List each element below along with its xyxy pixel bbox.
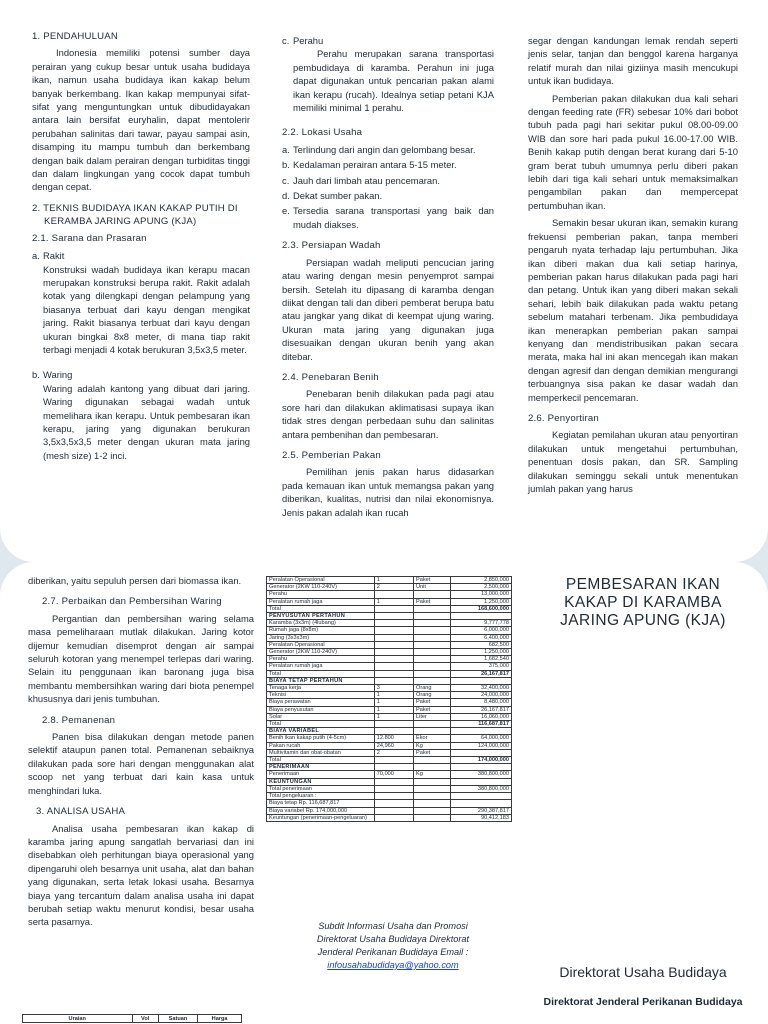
table-cell xyxy=(450,800,511,807)
top-column-3 xyxy=(528,34,738,499)
table-cell xyxy=(413,764,450,771)
table-cell: Paket xyxy=(413,598,450,605)
table-cell: Peralatan Operasional xyxy=(267,641,375,648)
pendahuluan-paragraph: Indonesia memiliki potensi sumber daya perairan yang cukup besar untuk usaha budidaya ikan, namun usaha budidaya ikan kakap belum banyak berkembang. Ikan kakap mempunyai sifat-sifat yang menguntungkan untuk dibudidayakan antara lain bersifat euryhalin, dapat mentolerir perubahan salinitas dari tawar, payau sampai asin, disamping itu mampu tumbuh dan berkembang dengan baik dalam perairan dengan turbiditas tinggi dan dalam lingkungan yang cocok dapat tumbuh dengan cepat. xyxy=(32,47,250,193)
table-cell xyxy=(413,800,450,807)
table-cell: 8,480,000 xyxy=(450,699,511,706)
table-row xyxy=(267,706,512,713)
table-row xyxy=(267,785,512,792)
lokasi-item-letter: a. xyxy=(282,143,290,155)
table-row xyxy=(267,721,512,728)
top-column-1 xyxy=(32,30,250,468)
table-cell: 1 xyxy=(374,598,413,605)
table-cell: 168,600,000 xyxy=(450,605,511,612)
table-cell: 1 xyxy=(374,577,413,584)
cost-table-header xyxy=(22,1014,242,1023)
table-cell: Generator (2KW 110-240V) xyxy=(267,584,375,591)
table-cell: 2,850,000 xyxy=(450,577,511,584)
table-cell xyxy=(413,807,450,814)
table-row xyxy=(267,814,512,821)
table-row xyxy=(267,677,512,684)
table-cell: Pakan rucah xyxy=(267,742,375,749)
table-cell xyxy=(413,670,450,677)
table-cell: 9,777,778 xyxy=(450,620,511,627)
table-row xyxy=(267,584,512,591)
table-row xyxy=(267,728,512,735)
table-row xyxy=(267,692,512,699)
table-cell: Karamba (3x3m) (4lubang) xyxy=(267,620,375,627)
table-cell: 32,400,000 xyxy=(450,685,511,692)
table-cell: Liter xyxy=(413,713,450,720)
table-cell xyxy=(374,627,413,634)
table-row xyxy=(267,613,512,620)
table-cell: 682,500 xyxy=(450,641,511,648)
lokasi-item-letter: e. xyxy=(282,205,290,217)
table-cell xyxy=(374,757,413,764)
table-cell xyxy=(374,663,413,670)
table-cell xyxy=(413,591,450,598)
table-cell: 6,400,000 xyxy=(450,634,511,641)
table-cell: 380,800,000 xyxy=(450,771,511,778)
table-cell: 375,000 xyxy=(450,663,511,670)
table-cell: Paket xyxy=(413,706,450,713)
table-cell: 290,387,817 xyxy=(450,807,511,814)
feeding-rate-paragraph: Pemberian pakan dilakukan dua kali sehari dengan feeding rate (FR) sebesar 10% dari bobot tubuh pada pagi hari sekitar pukul 08.00-09.00 WIB dan sore hari pada pukul 16.00-17.00 WIB. Benih kakap putih dengan berat kurang dari 5-10 gram berat tubuh umumnya perlu diberi pakan lebih dari tiga kali sehari untuk memaksimalkan pengambilan pakan dan mempercepat pertumbuhan ikan. xyxy=(528,92,738,211)
table-row xyxy=(267,713,512,720)
table-cell xyxy=(374,721,413,728)
heading-penebaran-benih: 2.4. Penebaran Benih xyxy=(282,371,379,383)
table-row xyxy=(267,620,512,627)
table-cell: 1 xyxy=(374,706,413,713)
lokasi-item xyxy=(282,189,494,202)
table-cell xyxy=(450,677,511,684)
item-perahu xyxy=(282,34,494,118)
table-row xyxy=(267,641,512,648)
lokasi-item xyxy=(282,204,494,231)
table-row xyxy=(267,663,512,670)
cost-analysis-table xyxy=(266,576,512,822)
table-row xyxy=(267,598,512,605)
table-cell xyxy=(413,793,450,800)
table-row xyxy=(267,735,512,742)
item-rakit xyxy=(32,249,250,360)
table-cell: 3 xyxy=(374,685,413,692)
table-row xyxy=(267,800,512,807)
table-cell: Paket xyxy=(413,749,450,756)
table-cell xyxy=(413,641,450,648)
penyortiran-paragraph: Kegiatan pemilahan ukuran atau penyortiran dilakukan untuk mengetahui pertumbuhan, penentuan dosis pakan, dan SR. Sampling dilakukan seminggu sekali untuk menentukan jumlah pakan yang harus xyxy=(528,429,738,494)
table-cell: 64,000,000 xyxy=(450,735,511,742)
heading-lokasi-usaha: 2.2. Lokasi Usaha xyxy=(282,127,363,139)
table-cell: 116,687,817 xyxy=(450,721,511,728)
lokasi-item-text: Terlindung dari angin dan gelombang besar. xyxy=(293,143,476,155)
pemberian-pakan-paragraph: Pemilihan jenis pakan harus didasarkan pada kemauan ikan untuk memangsa pakan yang diberikan, kualitas, nutrisi dan nilai ekonomisnya. Jenis pakan adalah ikan rucah xyxy=(282,466,494,518)
table-cell: Kg xyxy=(413,742,450,749)
table-cell: 1,682,540 xyxy=(450,656,511,663)
contact-line-1: Subdit Informasi Usaha dan Promosi xyxy=(318,921,468,931)
cost-analysis-table-wrapper xyxy=(266,576,512,822)
table-cell: Total xyxy=(267,721,375,728)
table-cell: Unit xyxy=(413,584,450,591)
table-cell: BIAYA VARIABEL xyxy=(267,728,375,735)
item-perahu-title: Perahu xyxy=(293,35,324,46)
table-cell xyxy=(450,764,511,771)
item-waring-text: Waring adalah kantong yang dibuat dari jaring. Waring digunakan sebagai wadah untuk memelihara ikan kerapu. Untuk pembesaran ikan kerapu, jaring yang digunakan berukuran 3,5x3,5x3,5 meter dengan ukuran mata jaring (mesh size) 1-2 inci. xyxy=(43,382,250,461)
item-perahu-letter: c. xyxy=(282,35,290,46)
penebaran-benih-paragraph: Penebaran benih dilakukan pada pagi atau sore hari dan dilakukan aklimatisasi supaya ikan tidak stres dengan perbedaan suhu dan salinitas antara pembenihan dan pembesaran. xyxy=(282,388,494,440)
table-cell xyxy=(450,793,511,800)
table-cell: Teknisi xyxy=(267,692,375,699)
lokasi-item-text: Kedalaman perairan antara 5-15 meter. xyxy=(293,159,457,171)
table-row xyxy=(267,605,512,612)
table-cell: Rumah jaga (8x8m) xyxy=(267,627,375,634)
table-cell xyxy=(413,728,450,735)
table-cell: KEUNTUNGAN xyxy=(267,778,375,785)
lokasi-list xyxy=(282,143,494,231)
lokasi-item-text: Dekat sumber pakan. xyxy=(293,190,383,202)
table-cell: 16,060,000 xyxy=(450,713,511,720)
table-header-cell: Satuan xyxy=(158,1015,197,1023)
lokasi-item-text: Tersedia sarana transportasi yang baik dan mudah diakses. xyxy=(293,205,494,230)
heading-analisa-usaha: 3. ANALISA USAHA xyxy=(36,806,126,818)
table-cell xyxy=(374,778,413,785)
table-cell: Total pengeluaran : xyxy=(267,793,375,800)
table-row xyxy=(267,699,512,706)
table-cell: PENYUSUTAN PERTAHUN xyxy=(267,613,375,620)
table-cell xyxy=(450,749,511,756)
table-row xyxy=(267,742,512,749)
table-cell: Total xyxy=(267,605,375,612)
table-cell xyxy=(374,677,413,684)
table-cell: BIAYA TETAP PERTAHUN xyxy=(267,677,375,684)
table-row xyxy=(267,627,512,634)
table-cell: Paket xyxy=(413,577,450,584)
contact-info xyxy=(286,920,500,972)
table-cell: 1 xyxy=(374,713,413,720)
table-cell xyxy=(413,785,450,792)
table-cell: Ekor xyxy=(413,735,450,742)
directorate-general-name: Direktorat Jenderal Perikanan Budidaya xyxy=(543,996,743,1008)
contact-email-link[interactable]: infousahabudidaya@yahoo.com xyxy=(327,960,459,970)
table-cell: 1 xyxy=(374,699,413,706)
table-row xyxy=(267,649,512,656)
table-cell: 1,250,000 xyxy=(450,598,511,605)
item-waring-letter: b. xyxy=(32,369,40,381)
table-cell xyxy=(374,649,413,656)
lokasi-item xyxy=(282,143,494,156)
table-cell xyxy=(413,778,450,785)
table-row xyxy=(267,807,512,814)
table-cell: Peralatan Operasional xyxy=(267,577,375,584)
cost-table-header-preview xyxy=(22,1014,242,1023)
table-cell: Kg xyxy=(413,771,450,778)
table-row xyxy=(267,685,512,692)
table-cell: Tenaga kerja xyxy=(267,685,375,692)
heading-teknis-budidaya: 2. TEKNIS BUDIDAYA IKAN KAKAP PUTIH DI KERAMBA JARING APUNG (KJA) xyxy=(32,202,238,228)
table-cell: 24,960 xyxy=(374,742,413,749)
top-column-2 xyxy=(282,34,494,523)
table-row xyxy=(267,656,512,663)
item-perahu-text: Perahu merupakan sarana transportasi pembudidaya di karamba. Perahun ini juga dapat digunakan untuk pencarian pakan alami ikan kerapu (rucah). Idealnya setiap petani KJA memiliki minimal 1 perahu. xyxy=(293,48,494,114)
table-cell: Peralatan rumah jaga xyxy=(267,598,375,605)
item-rakit-text: Konstruksi wadah budidaya ikan kerapu macan merupakan konstruksi berupa rakit. Rakit adalah kotak yang dilengkapi dengan pelampung yang biasanya terbuat dari kayu dengan mengikat jaring. Rakit biasanya terbuat dari kayu dengan ukuran bingkai 8x8 meter, di mana tiap rakit terbagi menjadi 4 kotak berukuran 3,5x3,5 meter. xyxy=(43,263,250,355)
table-cell xyxy=(450,728,511,735)
table-cell: Biaya variabel Rp. 174,000,000 xyxy=(267,807,375,814)
table-cell xyxy=(413,605,450,612)
table-cell xyxy=(374,764,413,771)
heading-pendahuluan: 1. PENDAHULUAN xyxy=(32,31,118,42)
table-cell: 24,000,000 xyxy=(450,692,511,699)
table-cell: Total xyxy=(267,670,375,677)
table-cell xyxy=(374,620,413,627)
table-cell: Generator (2KW 110-240V) xyxy=(267,649,375,656)
table-row xyxy=(267,591,512,598)
lokasi-item-letter: c. xyxy=(282,174,290,186)
table-cell xyxy=(413,620,450,627)
heading-sarana-prasarana: 2.1. Sarana dan Prasaran xyxy=(32,232,147,244)
table-cell: 2 xyxy=(374,584,413,591)
bottom-column-1 xyxy=(28,574,254,933)
table-cell: Orang xyxy=(413,692,450,699)
penyortiran-continued-paragraph: diberikan, yaitu sepuluh persen dari biomassa ikan. xyxy=(28,575,242,586)
table-cell xyxy=(413,649,450,656)
table-row xyxy=(267,577,512,584)
table-cell xyxy=(374,807,413,814)
table-cell xyxy=(374,605,413,612)
heading-pemberian-pakan: 2.5. Pemberian Pakan xyxy=(282,449,381,461)
table-cell xyxy=(413,656,450,663)
contact-line-2: Direktorat Usaha Budidaya Direktorat xyxy=(316,934,470,944)
bottom-page xyxy=(0,562,768,1024)
table-cell: 12.800 xyxy=(374,735,413,742)
pembersihan-waring-paragraph: Pergantian dan pembersihan waring selama masa pemeliharaan mutlak dilakukan. Jaring kotor dijemur kemudian disemprot dengan air sampai seluruh kotoran yang menempel terlepas dari waring. Selain itu penggunaan ikan baronang juga bisa membantu membersihkan waring dari biota penempel khususnya dari jenis tumbuhan. xyxy=(28,612,254,705)
table-cell xyxy=(413,663,450,670)
table-cell: 90,412,183 xyxy=(450,814,511,821)
heading-penyortiran: 2.6. Penyortiran xyxy=(528,412,599,424)
table-cell: 70,000 xyxy=(374,771,413,778)
table-cell: 1,250,000 xyxy=(450,649,511,656)
item-waring xyxy=(32,368,250,466)
table-cell xyxy=(374,641,413,648)
table-cell: Biaya penyusutan xyxy=(267,706,375,713)
table-cell: 2 xyxy=(374,749,413,756)
table-cell: Peralatan rumah jaga xyxy=(267,663,375,670)
table-row xyxy=(267,793,512,800)
table-cell: Jaring (3x3x3m) xyxy=(267,634,375,641)
table-cell: Perahu xyxy=(267,656,375,663)
table-cell xyxy=(413,814,450,821)
table-cell xyxy=(450,778,511,785)
persiapan-wadah-paragraph: Persiapan wadah meliputi pencucian jaring atau waring dengan mesin penyemprot sampai bersih. Setelah itu dipasang di karamba dengan diikat dengan tali dan diberi pemberat berupa batu atau jangkar yang dikat di keempat ujung waring. Ukuran mata jaring yang digunakan juga disesuaikan dengan ukuran benih yang akan ditebar. xyxy=(282,256,494,362)
table-row xyxy=(267,764,512,771)
table-cell xyxy=(374,728,413,735)
table-cell xyxy=(374,670,413,677)
table-cell: Solar xyxy=(267,713,375,720)
table-cell xyxy=(413,613,450,620)
brochure-title: PEMBESARAN IKAN KAKAP DI KARAMBA JARING APUNG (KJA) xyxy=(560,576,726,629)
item-waring-title: Waring xyxy=(43,369,73,381)
item-rakit-letter: a. xyxy=(32,250,40,262)
table-cell: 6,000,000 xyxy=(450,627,511,634)
table-cell xyxy=(374,793,413,800)
table-cell: Penerimaan xyxy=(267,771,375,778)
table-cell: PENERIMAAN xyxy=(267,764,375,771)
lokasi-item-letter: d. xyxy=(282,190,290,202)
table-header-cell: Harga xyxy=(198,1015,242,1023)
contact-line-3: Jenderal Perikanan Budidaya Email : xyxy=(317,947,469,957)
directorate-name: Direktorat Usaha Budidaya xyxy=(559,964,727,980)
table-cell: 26,167,817 xyxy=(450,706,511,713)
table-cell xyxy=(374,800,413,807)
table-cell: Perahu xyxy=(267,591,375,598)
table-row xyxy=(267,778,512,785)
table-cell xyxy=(374,591,413,598)
table-cell xyxy=(374,785,413,792)
table-row xyxy=(267,634,512,641)
lokasi-item xyxy=(282,158,494,171)
table-cell xyxy=(413,627,450,634)
table-cell xyxy=(374,656,413,663)
table-cell xyxy=(413,677,450,684)
table-cell xyxy=(413,634,450,641)
lokasi-item xyxy=(282,174,494,187)
table-cell xyxy=(374,634,413,641)
analisa-usaha-paragraph: Analisa usaha pembesaran ikan kakap di karamba jaring apung sangatlah bervariasi dan ini disebabkan oleh perhitungan biaya operasional yang dipengaruhi oleh besarnya unit usaha, alat dan bahan yang digunakan, serta letak lokasi usaha. Besarnya biaya yang tercantum dalam analisa usaha ini dapat berubah setiap waktu menurut kondisi, besar usaha serta pasarnya. xyxy=(28,822,254,928)
table-cell: Total xyxy=(267,757,375,764)
table-row xyxy=(267,749,512,756)
table-cell: 380,800,000 xyxy=(450,785,511,792)
table-cell: 13,000,000 xyxy=(450,591,511,598)
table-cell: Biaya perawatan xyxy=(267,699,375,706)
table-row xyxy=(267,757,512,764)
table-cell xyxy=(413,721,450,728)
table-cell: Total penerimaan xyxy=(267,785,375,792)
table-header-cell: Uraian xyxy=(23,1015,133,1023)
table-cell: 26,167,817 xyxy=(450,670,511,677)
lokasi-item-letter: b. xyxy=(282,159,290,171)
table-cell: Keuntungan (penerimaan-pengeluaran) xyxy=(267,814,375,821)
table-row xyxy=(267,670,512,677)
table-cell: Orang xyxy=(413,685,450,692)
table-cell: 124,000,000 xyxy=(450,742,511,749)
table-cell: Benih ikan kakap putih (4-5cm) xyxy=(267,735,375,742)
table-cell xyxy=(450,613,511,620)
table-cell: 174,000,000 xyxy=(450,757,511,764)
table-cell: 1 xyxy=(374,692,413,699)
heading-pemanenan: 2.8. Pemanenan xyxy=(42,714,116,726)
table-cell: 2,500,000 xyxy=(450,584,511,591)
table-header-cell: Vol xyxy=(132,1015,158,1023)
pakan-continued-paragraph: segar dengan kandungan lemak rendah seperti jenis selar, tanjan dan benggol karena harganya relatif murah dan nilai giziinya masih mencukupi untuk ikan budidaya. xyxy=(528,35,738,87)
table-cell xyxy=(413,757,450,764)
heading-pembersihan-waring: 2.7. Perbaikan dan Pembersihan Waring xyxy=(42,596,222,608)
lokasi-item-text: Jauh dari limbah atau pencemaran. xyxy=(293,174,440,186)
table-cell: Multivitamin dan obat-obatan xyxy=(267,749,375,756)
table-row xyxy=(267,771,512,778)
heading-persiapan-wadah: 2.3. Persiapan Wadah xyxy=(282,240,381,252)
table-cell xyxy=(374,613,413,620)
table-cell: Biaya tetap Rp. 116,687,817 xyxy=(267,800,375,807)
table-cell xyxy=(374,814,413,821)
pemanenan-paragraph: Panen bisa dilakukan dengan metode panen selektif ataupun panen total. Pemanenan sebaiknya dilakukan pada sore hari dengan menggunakan alat scoop net yang terbuat dari kain kasa untuk menghindari luka. xyxy=(28,731,254,796)
item-rakit-title: Rakit xyxy=(43,250,65,262)
table-cell: Paket xyxy=(413,699,450,706)
feeding-frequency-paragraph: Semakin besar ukuran ikan, semakin kurang frekuensi pemberian pakan, tanpa memberi pengaruh nyata terhadap laju pertumbuhan. Jika ikan diberi makan dua kali setiap harinya, pemberian pakan harus dilakukan pada pagi hari dan petang. Untuk ikan yang diberi makan sekali sehari, lebih baik dilakukan pada waktu petang sebelum matahari terbenam. Jika pembudidaya ikan menerapkan pemberian pakan sampai kenyang dan mendistribusikan pakan secara merata, maka hal ini akan mencegah ikan makan dengan agresif dan dengan demikian mengurangi terbuangnya sisa pakan ke dasar wadah dan memperkecil pencemaran. xyxy=(528,217,738,403)
